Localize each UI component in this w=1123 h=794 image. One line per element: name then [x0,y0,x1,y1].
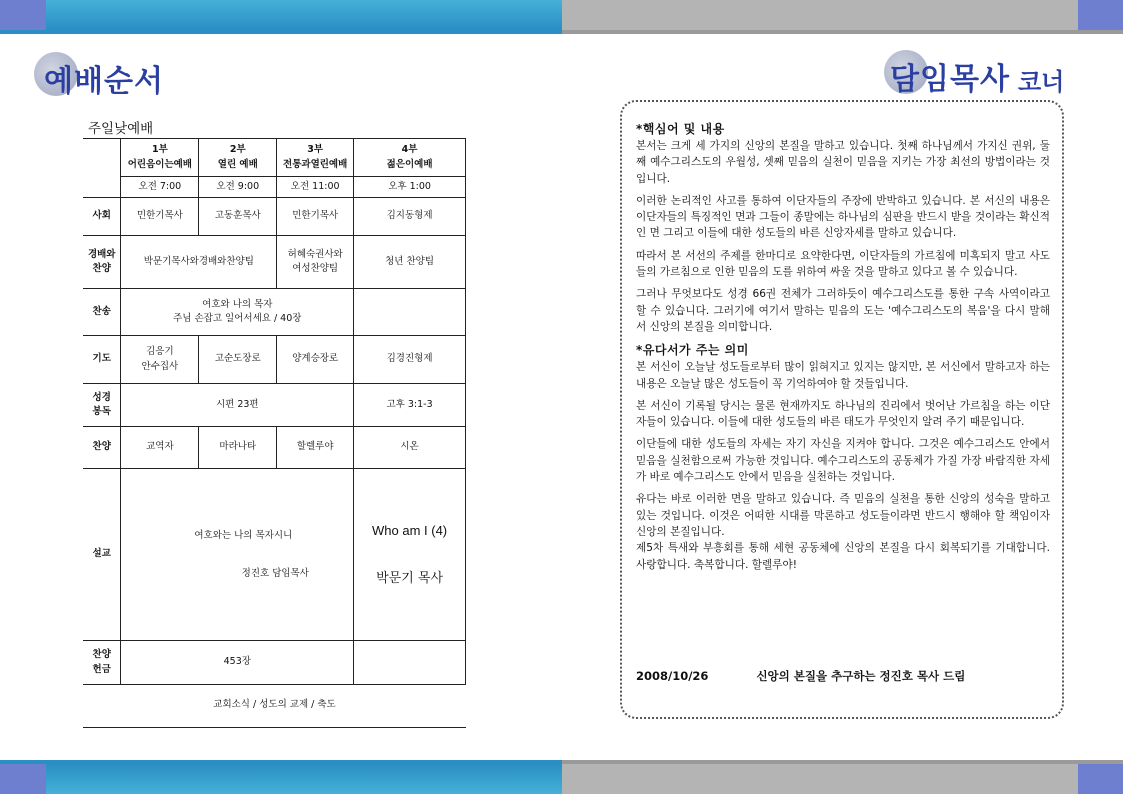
row-label: 찬양 [83,427,121,469]
table-cell: 마라나타 [199,427,277,469]
service-header-row [83,139,466,177]
table-cell: 김지동형제 [354,198,466,236]
service-title: 주일낮예배 [88,121,154,136]
service-time: 오전 11:00 [277,177,354,198]
table-cell [277,236,354,289]
service-number: 1부 [151,144,168,156]
service-3-header [277,139,354,177]
top-right-accent-block [1078,0,1123,30]
service-name: 어린음이는예배 [127,158,192,170]
scripture-row [83,384,466,427]
row-label [83,641,121,685]
sermon-main-cell [121,469,354,641]
cell-line: 여성찬양팀 [292,263,339,274]
pastor-corner-heading [884,48,1084,98]
pastor-corner-heading-suffix: 코너 [1018,68,1065,96]
table-cell: 민한기목사 [277,198,354,236]
paragraph: 본 서신이 오늘날 성도들로부터 많이 읽혀지고 있지는 않지만, 본 서신에서 말하고자 하는 내용은 오늘날 많은 성도들이 꼭 기억하여야 할 것들입니다. [636,361,1050,390]
row-label: 사회 [83,198,121,236]
table-cell [121,336,199,384]
sermon-title: 여호와는 나의 목자시니 [194,530,293,541]
table-cell: 김경진형제 [354,336,466,384]
row-label-line: 찬양 [92,649,111,661]
praise-row [83,236,466,289]
top-left-accent-block [0,0,46,30]
pastor-corner-heading-text: 담임목사 [890,62,1010,97]
sermon-youth-preacher: 박문기 목사 [376,570,444,586]
top-right-banner [562,0,1078,30]
row-label-line: 성경 [92,391,111,403]
row-label: 찬송 [83,289,121,336]
service-number: 2부 [229,144,246,156]
order-of-service-heading-text: 예배순서 [44,64,164,99]
hymn-row [83,289,466,336]
row-label-line: 경배와 [87,248,116,260]
paragraph: 이러한 논리적인 사고를 통하여 이단자들의 주장에 반박하고 있습니다. 본 서신의 내용은 이단자들의 특징적인 면과 그들이 종말에는 하나님의 심판을 반드시 받을 것이라는 확신적인 면 그리고 이들에 대한 성도들의 바른 신앙자세를 말하고 있습니다. [636,194,1050,240]
order-of-service-table [83,138,466,685]
paragraph: 따라서 본 서선의 주제를 한마디로 요약한다면, 이단자들의 가르침에 미혹되지 말고 사도들의 가르침으로 인한 믿음의 도를 위하여 싸울 것을 말하고 있다고 볼 수 있습니다. [636,249,1050,279]
service-name: 전통과열린예배 [283,158,348,170]
row-label-line: 봉독 [92,406,111,417]
section-1-title: *핵심어 및 내용 [636,122,725,136]
paragraph: 그러나 무엇보다도 성경 66권 전체가 그러하듯이 예수그리스도를 통한 구속 사역이라고 할 수 있습니다. 그러기에 여기서 말하는 믿음의 도는 '예수그리스도의 복음'을 다시 말해서 신앙의 본질을 의미합니다. [636,288,1050,333]
row-label-line: 찬양 [92,263,111,274]
row-label: 기도 [83,336,121,384]
paragraph: 본 서신이 기록될 당시는 물론 현재까지도 하나님의 진리에서 벗어난 가르침을 하는 이단자들이 있습니다. 이들에 대한 성도들의 바른 태도가 무엇인지 알려 주기 때문입니다. [636,399,1050,429]
table-cell: 양계승장로 [277,336,354,384]
sermon-youth-cell [354,469,466,641]
service-number: 3부 [307,144,324,156]
bottom-right-accent-block [1078,764,1123,794]
signature-text: 신앙의 본질을 추구하는 정진호 목사 드림 [756,669,966,683]
pastor-message-box [620,100,1064,719]
cell-line: 김응기 [146,346,174,358]
service-time: 오전 9:00 [199,177,277,198]
table-cell: 교역자 [121,427,199,469]
paragraph: 유다는 바로 이러한 면을 말하고 있습니다. 즉 믿음의 실천을 통한 신앙의 성숙을 말하고 있는 것입니다. 이것은 어떠한 시대를 막론하고 성도들이라면 반드시 행해야 할 책임이자 신앙의 본질입니다. [636,493,1050,538]
cell-line: 안수집사 [141,360,179,372]
service-name: 젊은이예배 [386,158,433,170]
service-time: 오후 1:00 [354,177,466,198]
choir-row [83,427,466,469]
service-4-header [354,139,466,177]
paragraph: 제5차 특새와 부흥회를 통해 세현 공동체에 신앙의 본질을 다시 회복되기를 기대합니다. 사랑합니다. 축복합니다. 할렐루야! [636,542,1050,571]
bottom-left-accent-block [0,764,46,794]
service-name: 열린 예배 [217,158,258,170]
row-label [83,384,121,427]
table-cell: 고후 3:1-3 [354,384,466,427]
order-of-service-heading [34,50,234,100]
presider-row [83,198,466,236]
paragraph: 본서는 크게 세 가지의 신앙의 본질을 말하고 있습니다. 첫째 하나님께서 가지신 권위, 둘째 예수그리스도의 우월성, 셋째 믿음의 실천이 믿음을 지키는 가장 최선의 방법이라는 것입니다. [636,140,1050,185]
sermon-row [83,469,466,641]
prayer-row [83,336,466,384]
service-number: 4부 [401,144,418,156]
bottom-left-banner [46,764,562,794]
table-cell: 시온 [354,427,466,469]
top-left-rule [0,30,562,34]
signature-date: 2008/10/26 [636,669,709,683]
service-time-row [83,177,466,198]
table-cell-empty [354,641,466,685]
service-footer: 교회소식 / 성도의 교제 / 축도 [83,688,466,728]
table-cell [121,289,354,336]
service-2-header [199,139,277,177]
row-label-line: 헌금 [92,663,111,675]
bottom-right-banner [562,764,1078,794]
corner-cell [83,139,121,198]
cell-line: 여호와 나의 목자 [202,298,273,310]
section-2-title: *유다서가 주는 의미 [636,343,749,358]
sermon-youth-title: Who am I (4) [372,523,448,538]
table-cell: 청년 찬양팀 [354,236,466,289]
service-time: 오전 7:00 [121,177,199,198]
top-right-rule [562,30,1123,34]
table-cell: 453장 [121,641,354,685]
cell-line: 허혜숙권사와 [287,248,343,260]
table-cell: 민한기목사 [121,198,199,236]
top-left-banner [46,0,562,30]
row-label [83,236,121,289]
signature [636,668,965,684]
sermon-preacher: 정진호 담임목사 [241,567,309,579]
table-cell: 할렐루야 [277,427,354,469]
table-cell: 박문기목사와경배와찬양팀 [121,236,277,289]
table-cell: 고동훈목사 [199,198,277,236]
table-cell: 고순도장로 [199,336,277,384]
service-1-header [121,139,199,177]
table-cell: 시편 23편 [121,384,354,427]
paragraph: 이단들에 대한 성도들의 자세는 자기 자신을 지켜야 합니다. 그것은 예수그리스도 안에서 믿음을 실천함으로써 가능한 것입니다. 예수그리스도의 공동체가 가질 가장 바람직한 자세가 바로 예수그리스도 안에서 믿음을 실천하는 것입니다. [636,438,1050,484]
row-label: 설교 [83,469,121,641]
offering-row [83,641,466,685]
table-cell-empty [354,289,466,336]
cell-line: 주님 손잡고 일어서세요 / 40장 [173,313,302,324]
